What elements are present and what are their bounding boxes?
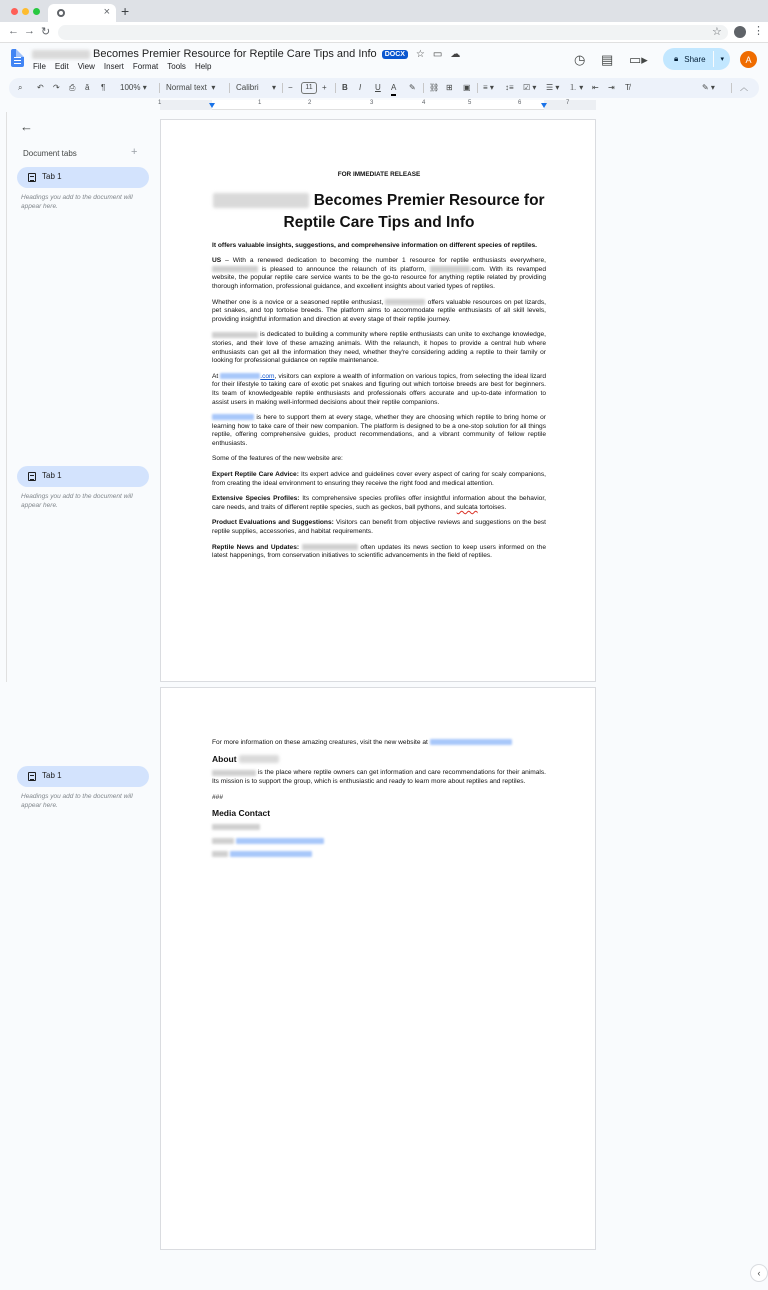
vertical-ruler <box>0 112 7 682</box>
paragraph-4: At .com, visitors can explore a wealth of information on various topics, from selecting the ideal lizard for their lifestyle to taking care of exotic pet snakes and figuring out which tortoise breeds are best for beginners. Its team of knowledgeable reptile enthusiasts and professionals offers accurate and up-to-date information to assist users in making well-informed decisions about their reptile companions. <box>212 372 546 406</box>
align-icon[interactable]: ≡ ▾ <box>483 83 494 92</box>
left-indent-marker[interactable] <box>209 103 215 108</box>
redacted-site-link[interactable] <box>212 414 254 420</box>
search-menus-icon[interactable]: ⌕ <box>18 83 23 92</box>
feature-2: Extensive Species Profiles: Its comprehensive species profiles offer insightful information about the behavior, care needs, and traits of different reptile species, such as geckos, ball pythons, and sulcata tortoises. <box>212 495 546 511</box>
share-dropdown-icon[interactable]: ▾ <box>720 56 724 63</box>
new-tab-button[interactable]: + <box>121 3 130 19</box>
decrease-font-icon[interactable]: − <box>288 83 293 92</box>
print-icon[interactable]: ⎙ <box>69 83 76 92</box>
tab-outline-hint: Headings you add to the document will appear here. <box>21 194 133 210</box>
add-comment-icon[interactable]: ⊞ <box>446 83 453 92</box>
file-type-badge: DOCX <box>382 50 408 59</box>
highlight-icon[interactable]: ✎ <box>409 83 416 92</box>
sidebar-tab-2[interactable]: Tab 1 <box>17 466 149 487</box>
add-tab-icon[interactable]: + <box>131 146 138 158</box>
paragraph-5: is here to support them at every stage, whether they are choosing which reptile to bring home or learning how to take care of their new companion. The platform is designed to be a one-stop solution for all things reptile, offering comprehensive guides, product recommendations, and a vibrant community of fellow reptile enthusiasts. <box>212 414 546 447</box>
browser-tab-bar <box>0 0 768 22</box>
menu-file[interactable]: File <box>33 62 46 71</box>
share-button[interactable] <box>663 48 730 70</box>
increase-font-icon[interactable]: + <box>322 83 327 92</box>
tab-outline-hint: Headings you add to the document will appear here. <box>21 793 133 809</box>
clear-formatting-icon[interactable]: T̸ <box>625 83 630 92</box>
font-select[interactable]: Calibri ▾ <box>236 83 277 92</box>
favicon-icon <box>57 9 65 17</box>
italic-icon[interactable]: I <box>359 83 362 92</box>
spellcheck-icon[interactable]: ǎ <box>85 83 90 92</box>
media-contact-heading: Media Contact <box>212 808 271 819</box>
feature-3: Product Evaluations and Suggestions: Visitors can benefit from objective reviews and suggestions on the best reptile supplies, accessories, and habitat requirements. <box>212 519 546 536</box>
increase-indent-icon[interactable]: ⇥ <box>608 83 615 92</box>
bookmark-star-icon[interactable]: ☆ <box>712 26 722 38</box>
redacted-company-name <box>32 50 90 59</box>
close-tab-icon[interactable]: × <box>103 6 110 18</box>
release-line: FOR IMMEDIATE RELEASE <box>337 171 421 178</box>
decrease-indent-icon[interactable]: ⇤ <box>592 83 599 92</box>
page-2-content <box>212 739 546 865</box>
right-indent-marker[interactable] <box>541 103 547 108</box>
document-tab-icon <box>28 772 36 781</box>
text-color-icon[interactable]: A <box>391 82 396 96</box>
undo-icon[interactable]: ↶ <box>37 83 44 92</box>
doc-title[interactable]: Becomes Premier Resource for Reptile Care Tips and Info <box>93 48 377 60</box>
paragraph-style-select[interactable]: Normal text ▾ <box>166 83 216 92</box>
doc-heading: Becomes Premier Resource for Reptile Care Tips and Info <box>212 190 546 234</box>
contact-email <box>212 837 546 846</box>
about-heading: About <box>212 755 546 764</box>
horizontal-ruler[interactable]: 1 1 2 3 4 5 6 7 <box>160 100 596 110</box>
maximize-window-dot[interactable] <box>33 8 40 15</box>
document-tab-icon <box>28 173 36 182</box>
side-panel-toggle-icon[interactable]: ‹ <box>750 1264 768 1282</box>
about-paragraph: is the place where reptile owners can get information and care recommendations for their animals. Its mission is to support the group, which is enthusiastic and ready to learn more about reptiles and reptiles. <box>212 769 546 785</box>
paragraph-3: is dedicated to building a community where reptile enthusiasts can unite to exchange knowledge, stories, and their love of these amazing animals. With the relaunch, it hopes to provide a central hub where enthusiasts can get all the information they need, whether they're considering adding a reptile to their family or looking for professional guidance on reptile maintenance. <box>212 331 546 365</box>
feature-4: Reptile News and Updates: often updates its news section to keep users informed on the latest happenings, from conservation initiatives to scientific advancements in the field of reptiles. <box>212 543 546 560</box>
close-window-dot[interactable] <box>11 8 18 15</box>
address-bar-row <box>0 22 768 43</box>
site-link[interactable]: .com <box>260 372 275 380</box>
docs-header <box>0 43 768 77</box>
insert-link-icon[interactable]: ⛓ <box>429 83 440 92</box>
zoom-select[interactable]: 100% ▾ <box>120 83 147 92</box>
menu-tools[interactable]: Tools <box>167 62 186 71</box>
menu-edit[interactable]: Edit <box>54 62 69 71</box>
sidebar-tab-1[interactable]: Tab 1 <box>17 167 149 188</box>
browser-menu-icon[interactable]: ⋮ <box>753 25 764 37</box>
menu-view[interactable]: View <box>77 62 95 71</box>
paragraph-2: Whether one is a novice or a seasoned reptile enthusiast, offers valuable resources on pet lizards, pet snakes, and top tortoise breeds. The platform aims to accommodate reptile enthusiasts of all skill levels, providing insightful information and direction at every stage of their reptile journey. <box>212 298 546 323</box>
doc-subtitle: It offers valuable insights, suggestions, and comprehensive information on different species of reptiles. <box>212 241 537 249</box>
version-history-icon[interactable]: ◷ <box>574 52 586 67</box>
bulleted-list-icon[interactable]: ☰ ▾ <box>546 83 560 92</box>
account-avatar[interactable]: A <box>740 51 757 68</box>
checklist-icon[interactable]: ☑ ▾ <box>523 83 537 92</box>
feature-1: Expert Reptile Care Advice: Its expert advice and guidelines cover every aspect of caring for scaly companions, from creating the ideal environment to ensuring they receive the right food and medical attention. <box>212 471 546 487</box>
page-1-content <box>212 171 546 568</box>
redacted-company-name <box>213 193 309 208</box>
misspelled-word[interactable]: sulcata <box>456 503 478 511</box>
sidebar-tab-3[interactable]: Tab 1 <box>17 766 149 787</box>
browser-profile-icon[interactable] <box>734 26 746 38</box>
menu-bar <box>33 62 211 71</box>
redacted-website-link[interactable] <box>430 739 512 745</box>
docs-logo-icon[interactable] <box>11 49 24 67</box>
underline-icon[interactable]: U <box>375 83 381 92</box>
comments-icon[interactable]: ▤ <box>601 52 614 67</box>
star-icon[interactable]: ☆ <box>415 48 425 60</box>
document-tabs-heading: Document tabs <box>23 149 77 158</box>
move-folder-icon[interactable]: ▭ <box>432 48 443 60</box>
paragraph-1: US – With a renewed dedication to becoming the number 1 resource for reptile enthusiasts everywhere, is pleased to announce the relaunch of its platform, .com. With its revamped website, the popular reptile care service wants to be the go-to resource for anything reptile related by providing thorough information, professional guidance, and excellent insights about varied types of reptiles. <box>212 257 546 290</box>
reload-icon[interactable]: ↻ <box>41 26 51 38</box>
redacted-site-link[interactable] <box>220 373 260 379</box>
back-icon[interactable]: ← <box>8 25 19 37</box>
contact-website <box>212 851 546 860</box>
close-outline-arrow-icon[interactable]: ← <box>20 119 33 134</box>
line-spacing-icon[interactable]: ↕≡ <box>505 83 514 92</box>
minimize-window-dot[interactable] <box>22 8 29 15</box>
more-info-line: For more information on these amazing creatures, visit the new website at <box>212 739 546 748</box>
forward-icon[interactable]: → <box>24 25 35 37</box>
url-input[interactable] <box>58 25 728 40</box>
document-page-1[interactable] <box>160 119 596 682</box>
formatting-toolbar <box>9 78 759 98</box>
end-mark: ### <box>212 793 224 801</box>
cloud-status-icon[interactable]: ☁ <box>450 48 461 60</box>
browser-tab[interactable] <box>48 4 116 22</box>
lock-icon: 🔒︎ <box>674 54 679 63</box>
menu-insert[interactable]: Insert <box>103 62 124 71</box>
tab-outline-hint: Headings you add to the document will appear here. <box>21 493 133 509</box>
hide-menus-icon[interactable]: ︿ <box>740 83 748 92</box>
menu-help[interactable]: Help <box>194 62 212 71</box>
paint-format-icon[interactable]: ¶ <box>101 83 106 92</box>
redo-icon[interactable]: ↷ <box>53 83 60 92</box>
share-label: Share <box>684 54 706 64</box>
contact-name <box>212 824 546 833</box>
bold-icon[interactable]: B <box>342 83 348 92</box>
numbered-list-icon[interactable]: ⒈ ▾ <box>569 83 584 92</box>
document-page-2[interactable] <box>160 687 596 1250</box>
document-tab-icon <box>28 472 36 481</box>
font-size-input[interactable]: 11 <box>301 82 317 94</box>
insert-image-icon[interactable]: ▣ <box>463 83 471 92</box>
meet-video-icon[interactable]: ▭▸ <box>629 52 648 67</box>
doc-title-row <box>32 47 460 61</box>
menu-format[interactable]: Format <box>132 62 159 71</box>
editing-mode-icon[interactable]: ✎ ▾ <box>702 83 715 92</box>
features-intro: Some of the features of the new website are: <box>212 455 343 463</box>
